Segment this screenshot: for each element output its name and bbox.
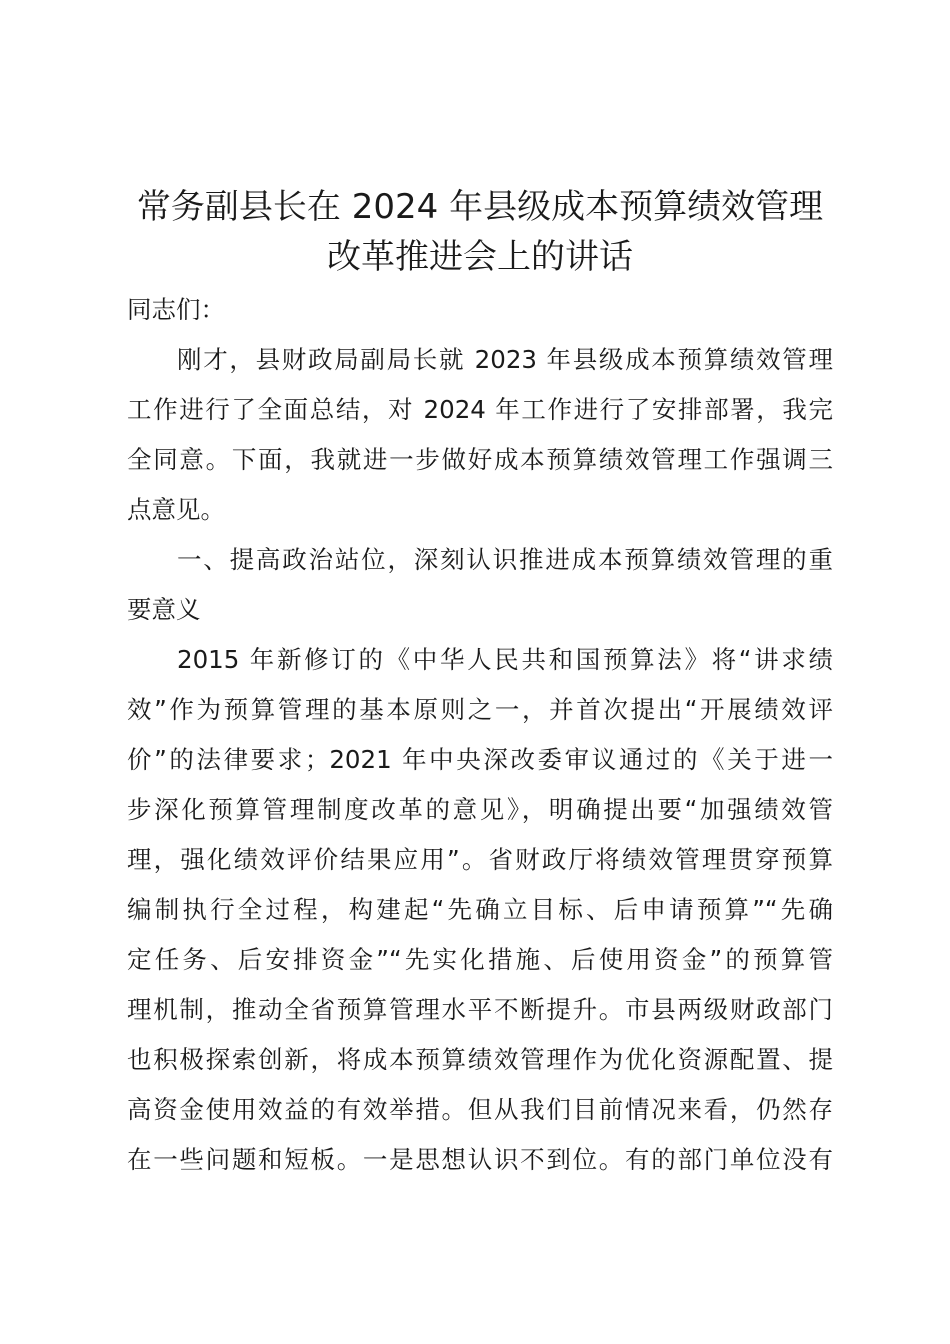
paragraph-3-line-10: 高资金使用效益的有效举措。但从我们目前情况来看，仍然存 (127, 1095, 833, 1124)
paragraph-3-line-11: 在一些问题和短板。一是思想认识不到位。有的部门单位没有 (127, 1145, 833, 1174)
paragraph-3-line-8: 理机制，推动全省预算管理水平不断提升。市县两级财政部门 (127, 995, 833, 1024)
paragraph-1-line-3: 全同意。下面，我就进一步做好成本预算绩效管理工作强调三 (127, 445, 833, 474)
paragraph-1-line-1: 刚才，县财政局副局长就 2023 年县级成本预算绩效管理 (177, 345, 833, 374)
paragraph-3-line-1: 2015 年新修订的《中华人民共和国预算法》将“讲求绩 (177, 645, 833, 674)
title-line-2: 改革推进会上的讲话 (327, 237, 633, 277)
paragraph-3-line-2: 效”作为预算管理的基本原则之一，并首次提出“开展绩效评 (127, 695, 833, 724)
title-line-1: 常务副县长在 2024 年县级成本预算绩效管理 (136, 187, 824, 227)
document-body (127, 285, 833, 1185)
section-heading-1-line-2: 要意义 (127, 595, 201, 624)
paragraph-3-line-7: 定任务、后安排资金”“先实化措施、后使用资金”的预算管 (127, 945, 833, 974)
paragraph-3-line-4: 步深化预算管理制度改革的意见》，明确提出要“加强绩效管 (127, 795, 833, 824)
section-heading-1-line-1: 一、提高政治站位，深刻认识推进成本预算绩效管理的重 (177, 545, 833, 574)
paragraph-1-line-2: 工作进行了全面总结，对 2024 年工作进行了安排部署，我完 (127, 395, 833, 424)
paragraph-3-line-5: 理，强化绩效评价结果应用”。省财政厅将绩效管理贯穿预算 (127, 845, 833, 874)
paragraph-3-line-3: 价”的法律要求；2021 年中央深改委审议通过的《关于进一 (127, 745, 833, 774)
salutation: 同志们： (127, 295, 225, 324)
document-title (110, 182, 850, 282)
paragraph-3-line-9: 也积极探索创新，将成本预算绩效管理作为优化资源配置、提 (127, 1045, 833, 1074)
paragraph-3-line-6: 编制执行全过程，构建起“先确立目标、后申请预算”“先确 (127, 895, 833, 924)
paragraph-1-line-4: 点意见。 (127, 495, 225, 524)
